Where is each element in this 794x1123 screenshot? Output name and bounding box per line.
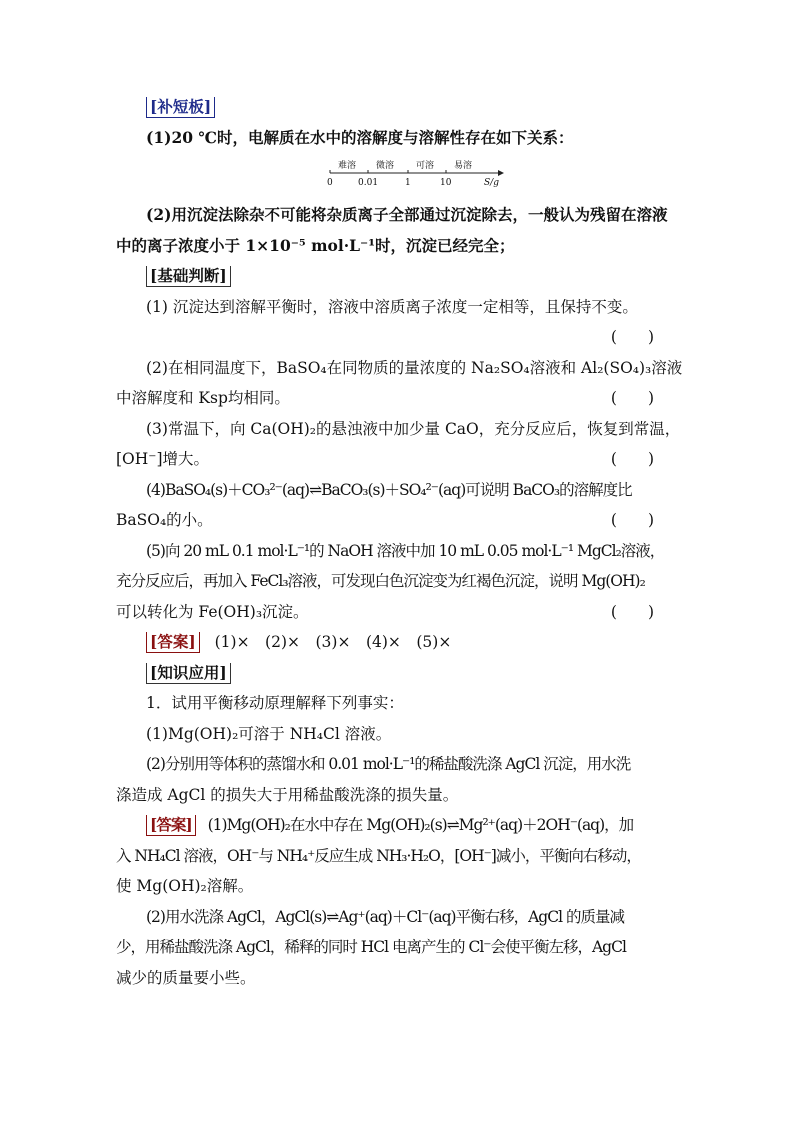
knowledge-tag: [知识应用] bbox=[146, 663, 231, 684]
q4-line2: BaSO₄的小。 bbox=[116, 511, 213, 529]
q4-line2-row bbox=[116, 505, 686, 536]
axis-tick-0: 0 bbox=[327, 178, 333, 188]
q2-paren: ( ) bbox=[610, 389, 654, 407]
axis-label-soluble: 可溶 bbox=[416, 161, 435, 171]
app-a2-line1: (2)用水洗涤 AgCl，AgCl(s)⇌Ag⁺(aq)＋Cl⁻(aq)平衡右移，AgCl 的质量减 bbox=[146, 907, 624, 926]
axis-line bbox=[326, 150, 506, 194]
answer-tag: [答案] bbox=[146, 632, 200, 653]
q3-line2: [OH⁻]增大。 bbox=[116, 450, 210, 468]
supplement-p2-line1: (2)用沉淀法除杂不可能将杂质离子全部通过沉淀除去，一般认为残留在溶液 bbox=[146, 205, 668, 224]
q5-line2: 充分反应后，再加入 FeCl₃溶液，可发现白色沉淀变为红褐色沉淀，说明 Mg(OH)₂ bbox=[116, 572, 645, 590]
app-q2-line1: (2)分别用等体积的蒸馏水和 0.01 mol·L⁻¹的稀盐酸洗涤 AgCl 沉淀，用水洗 bbox=[146, 755, 631, 773]
app-q2-line2: 涤造成 AgCl 的损失大于用稀盐酸洗涤的损失量。 bbox=[116, 785, 459, 804]
q2-line2: 中溶解度和 Ksp均相同。 bbox=[116, 389, 290, 407]
q5-line1: (5)向 20 mL 0.1 mol·L⁻¹的 NaOH 溶液中加 10 mL 0.05 mol·L⁻¹ MgCl₂溶液， bbox=[146, 541, 665, 560]
answer-text: (1)× (2)× (3)× (4)× (5)× bbox=[214, 633, 452, 651]
axis-label-insoluble: 难溶 bbox=[338, 161, 357, 171]
app-a2-line3: 减少的质量要小些。 bbox=[116, 968, 256, 987]
q5-line3: 可以转化为 Fe(OH)₃沉淀。 bbox=[116, 602, 309, 621]
answer-row bbox=[146, 627, 686, 658]
supplement-p2-line2: 中的离子浓度小于 1×10⁻⁵ mol·L⁻¹时，沉淀已经完全； bbox=[116, 235, 515, 255]
supplement-tag: [补短板] bbox=[146, 97, 215, 118]
supplement-p2 bbox=[116, 200, 686, 993]
axis-tick-001: 0.01 bbox=[358, 178, 379, 188]
q1-paren: ( ) bbox=[610, 328, 654, 346]
axis-tick-10: 10 bbox=[440, 178, 452, 188]
q1-line1: (1) 沉淀达到溶解平衡时，溶液中溶质离子浓度一定相等，且保持不变。 bbox=[146, 297, 638, 316]
q4-paren: ( ) bbox=[610, 511, 654, 529]
app-a1-line2: 入 NH₄Cl 溶液，OH⁻与 NH₄⁺反应生成 NH₃·H₂O，[OH⁻]减小，平衡向右移动， bbox=[116, 846, 641, 865]
q2-line1: (2)在相同温度下，BaSO₄在同物质的量浓度的 Na₂SO₄溶液和 Al₂(SO₄)₃溶液 bbox=[146, 358, 683, 377]
app-a1-line3: 使 Mg(OH)₂溶解。 bbox=[116, 877, 254, 895]
axis-unit: S/g bbox=[484, 178, 499, 188]
axis-tick-1: 1 bbox=[405, 178, 411, 188]
app-answer-row bbox=[146, 810, 686, 841]
q2-line2-row bbox=[116, 383, 686, 414]
supplement-section bbox=[146, 92, 686, 153]
axis-label-slightly: 微溶 bbox=[376, 161, 395, 171]
q3-line1: (3)常温下，向 Ca(OH)₂的悬浊液中加少量 CaO，充分反应后，恢复到常温， bbox=[146, 419, 681, 438]
axis-label-very: 易溶 bbox=[454, 161, 473, 171]
solubility-axis bbox=[326, 150, 506, 194]
q3-line2-row bbox=[116, 444, 686, 475]
q3-paren: ( ) bbox=[610, 450, 654, 468]
app-a2-line2: 少，用稀盐酸洗涤 AgCl，稀释的同时 HCl 电离产生的 Cl⁻会使平衡左移，AgCl bbox=[116, 938, 626, 956]
q4-line1: (4)BaSO₄(s)＋CO₃²⁻(aq)⇌BaCO₃(s)＋SO₄²⁻(aq)可说明 BaCO₃的溶解度比 bbox=[146, 480, 632, 499]
q5-paren: ( ) bbox=[610, 602, 654, 621]
app-title: 1．试用平衡移动原理解释下列事实： bbox=[146, 694, 404, 712]
app-q1: (1)Mg(OH)₂可溶于 NH₄Cl 溶液。 bbox=[146, 724, 392, 743]
q5-line3-row bbox=[116, 597, 686, 628]
app-a1-line1: (1)Mg(OH)₂在水中存在 Mg(OH)₂(s)⇌Mg²⁺(aq)＋2OH⁻(aq)，加 bbox=[207, 816, 634, 834]
answer2-tag: [答案] bbox=[146, 815, 196, 836]
basic-judgment-tag: [基础判断] bbox=[146, 266, 231, 287]
supplement-p1: (1)20 ℃时，电解质在水中的溶解度与溶解性存在如下关系： bbox=[146, 127, 574, 147]
